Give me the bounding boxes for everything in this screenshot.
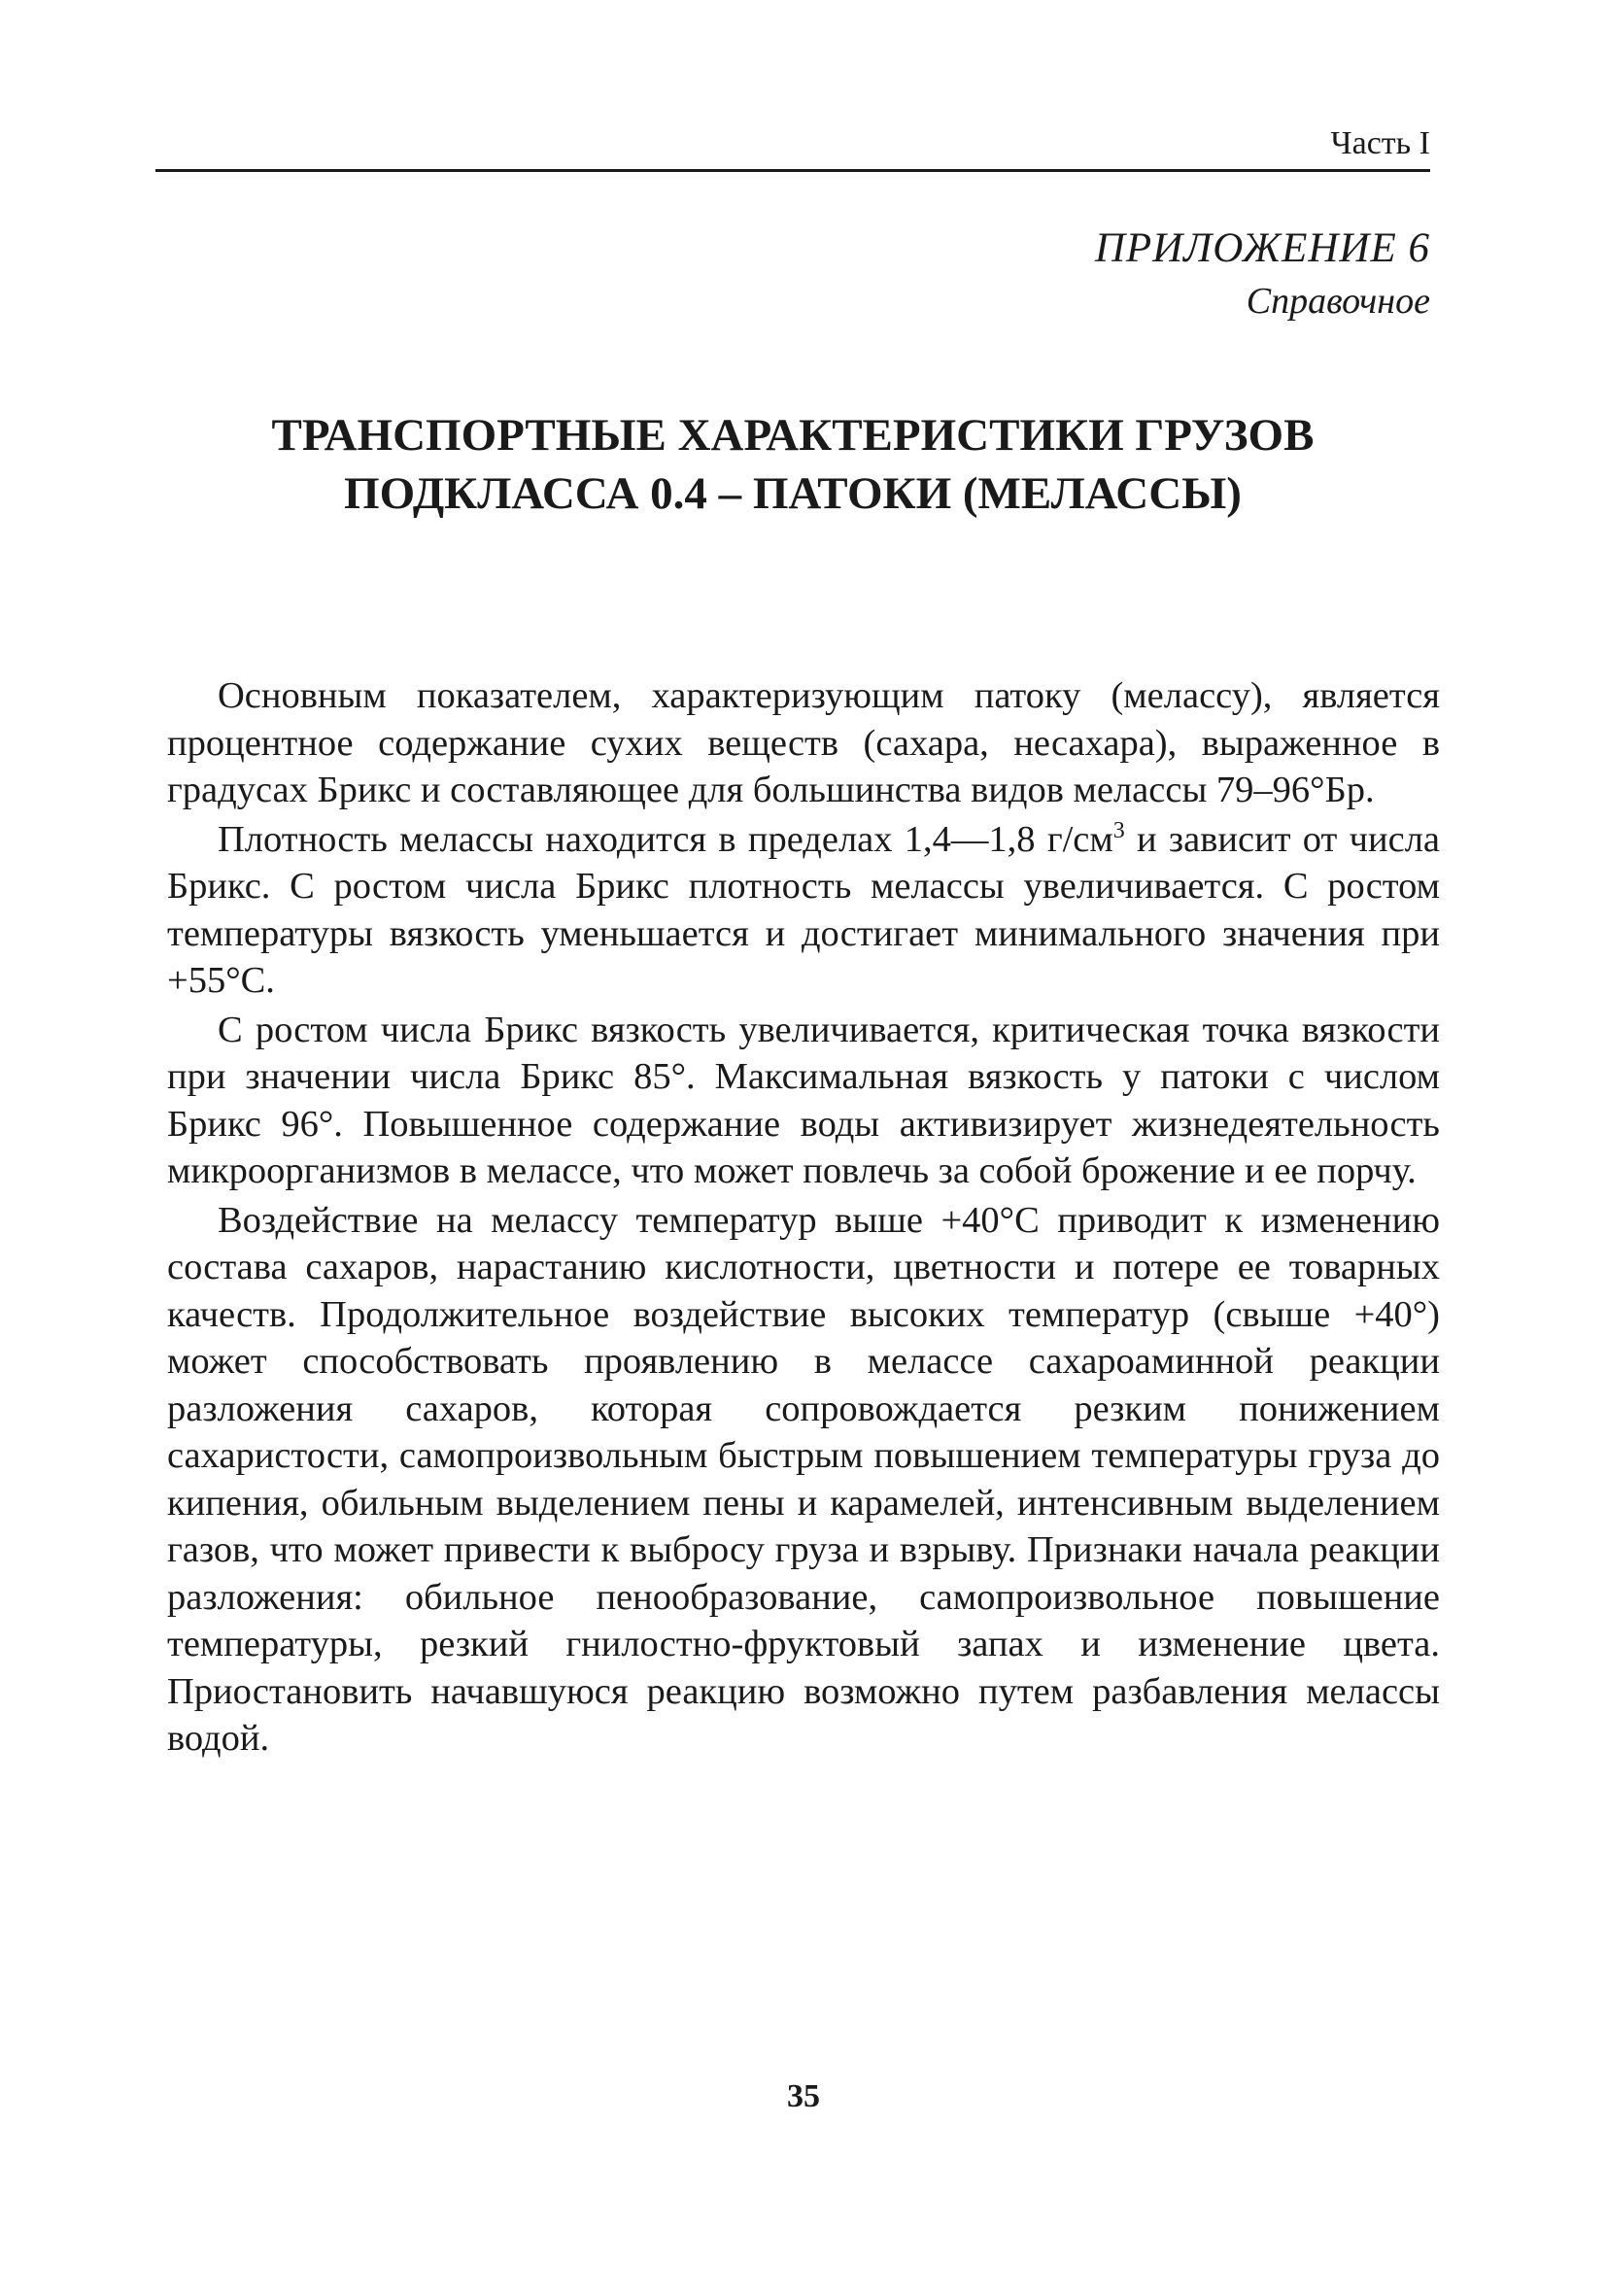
title-line-2: ПОДКЛАССА 0.4 – ПАТОКИ (МЕЛАССЫ) bbox=[344, 468, 1242, 519]
paragraph-4: Воздействие на мелассу температур выше +40°С приводит к изменению состава сахаров, нарастанию кислотности, цветности и потере ее товарных качеств. Продолжительное воздействие высоких температур (свыше +40°) может способствовать проявлению в мелассе сахароаминной реакции разложения сахаров, которая сопровождается резким понижением сахаристости, самопроизвольным быстрым повышением температуры груза до кипения, обильным выделением пены и карамелей, интенсивным выделением газов, что может привести к выбросу груза и взрыву. Признаки начала реакции разложения: обильное пенообразование, самопроизвольное повышение температуры, резкий гнилостно-фруктовый запах и изменение цвета. Приостановить начавшуюся реакцию возможно путем разбавления мелассы водой. bbox=[167, 1199, 1440, 1759]
appendix-label: ПРИЛОЖЕНИЕ 6 bbox=[1094, 225, 1430, 271]
appendix-block bbox=[1095, 222, 1430, 326]
appendix-kind: Справочное bbox=[1246, 281, 1430, 322]
paragraph-2 bbox=[167, 816, 1440, 1005]
part-label: Часть I bbox=[1330, 125, 1430, 161]
header-rule bbox=[155, 169, 1430, 172]
section-title bbox=[155, 406, 1430, 523]
paragraph-2-start: Плотность мелассы находится в пределах 1,4—1,8 г/см bbox=[218, 818, 1113, 860]
paragraph-3: С ростом числа Брикс вязкость увеличивается, критическая точка вязкости при значении числа Брикс 85°. Максимальная вязкость у патоки с числом Брикс 96°. Повышенное содержание воды активизирует жизнедеятельность микроорганизмов в мелассе, что может повлечь за собой брожение и ее порчу. bbox=[167, 1009, 1440, 1191]
running-header bbox=[155, 124, 1430, 171]
paragraph-1: Основным показателем, характеризующим патоку (мелассу), является процентное содержание сухих веществ (сахара, несахара), выраженное в градусах Брикс и составляющее для большинства видов мелассы 79–96°Бр. bbox=[167, 675, 1440, 810]
superscript-exponent: 3 bbox=[1112, 817, 1125, 843]
paragraph-2-end: и зависит от числа Брикс. С ростом числа Брикс плотность мелассы увеличивается. С ростом температуры вязкость уменьшается и достигает минимального значения при +55°С. bbox=[167, 818, 1440, 1001]
title-line-1: ТРАНСПОРТНЫЕ ХАРАКТЕРИСТИКИ ГРУЗОВ bbox=[271, 410, 1315, 461]
page-number: 35 bbox=[787, 2078, 820, 2114]
body-text bbox=[167, 672, 1440, 1765]
